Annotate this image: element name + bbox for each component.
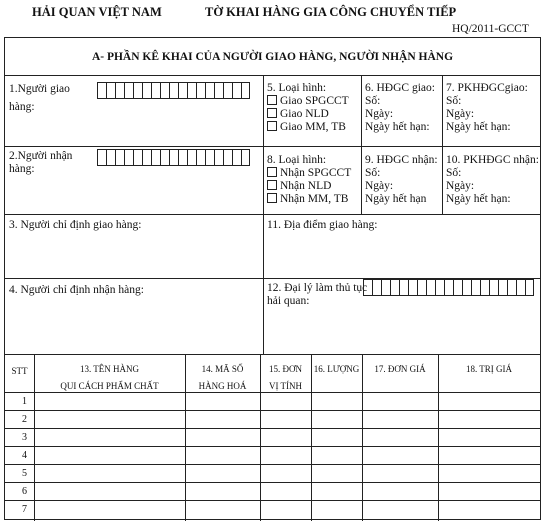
divider: [5, 146, 540, 147]
sender-label-2: hàng:: [9, 101, 35, 113]
col-13-header: 13. TÊN HÀNG: [79, 364, 140, 374]
type5-option-2[interactable]: Giao NLD: [267, 108, 329, 121]
f9-number: Số:: [365, 167, 381, 179]
f6-number: Số:: [365, 95, 381, 107]
f10-date: Ngày:: [446, 180, 475, 192]
delivery-place-label: 11. Địa điểm giao hàng:: [267, 219, 378, 231]
form-title: TỜ KHAI HÀNG GIA CÔNG CHUYỂN TIẾP: [205, 5, 457, 19]
col-14-header: 14. MÃ SỐ: [201, 364, 244, 374]
f7-label: 7. PKHĐGCgiao:: [446, 82, 528, 94]
designated-receiver-label: 4. Người chỉ định nhận hàng:: [9, 284, 144, 296]
row-number: 7: [22, 504, 27, 515]
checkbox[interactable]: [267, 193, 277, 203]
agency-name: HẢI QUAN VIỆT NAM: [32, 5, 162, 19]
f7-expiry: Ngày hết hạn:: [446, 121, 511, 133]
divider: [5, 214, 540, 215]
f6-label: 6. HĐGC giao:: [365, 82, 435, 94]
divider: [5, 354, 540, 355]
checkbox[interactable]: [267, 121, 277, 131]
col-stt-header: STT: [11, 366, 28, 376]
agent-tax-code-boxes[interactable]: [363, 279, 534, 296]
col-16-header: 16. LƯỢNG: [313, 364, 360, 374]
f9-expiry: Ngày hết hạn: [365, 193, 427, 205]
checkbox[interactable]: [267, 108, 277, 118]
divider: [263, 75, 264, 354]
checkbox[interactable]: [267, 95, 277, 105]
type5-option-1[interactable]: Giao SPGCCT: [267, 95, 349, 108]
checkbox[interactable]: [267, 180, 277, 190]
type5-label: 5. Loại hình:: [267, 82, 327, 94]
divider: [442, 75, 443, 214]
col-15-subheader: VỊ TÍNH: [268, 381, 303, 391]
col-14-subheader: HÀNG HOÁ: [198, 381, 247, 391]
designated-sender-label: 3. Người chỉ định giao hàng:: [9, 219, 142, 231]
f10-number: Số:: [446, 167, 462, 179]
f7-number: Số:: [446, 95, 462, 107]
col-18-header: 18. TRỊ GIÁ: [465, 364, 513, 374]
checkbox[interactable]: [267, 167, 277, 177]
f9-label: 9. HĐGC nhận:: [365, 154, 438, 166]
receiver-tax-code-boxes[interactable]: [97, 149, 250, 166]
agent-label-2: hải quan:: [267, 295, 310, 307]
type5-option-3[interactable]: Giao MM, TB: [267, 121, 346, 134]
row-number: 5: [22, 468, 27, 479]
f9-date: Ngày:: [365, 180, 394, 192]
f6-expiry: Ngày hết hạn:: [365, 121, 430, 133]
receiver-label-2: hàng:: [9, 163, 35, 175]
row-number: 3: [22, 432, 27, 443]
f6-date: Ngày:: [365, 108, 394, 120]
f10-label: 10. PKHĐGC nhận:: [446, 154, 539, 166]
col-17-header: 17. ĐƠN GIÁ: [374, 364, 426, 374]
section-a-title: A- PHẦN KÊ KHAI CỦA NGƯỜI GIAO HÀNG, NGƯỜI NHẬN HÀNG: [91, 51, 454, 63]
row-number: 4: [22, 450, 27, 461]
type8-option-3[interactable]: Nhận MM, TB: [267, 193, 348, 206]
agent-label: 12. Đại lý làm thủ tục: [267, 282, 368, 294]
sender-tax-code-boxes[interactable]: [97, 82, 250, 99]
row-number: 1: [22, 396, 27, 407]
form-code: HQ/2011-GCCT: [452, 23, 529, 35]
row-number: 6: [22, 486, 27, 497]
divider: [5, 75, 540, 76]
f7-date: Ngày:: [446, 108, 475, 120]
row-number: 2: [22, 414, 27, 425]
receiver-label: 2.Người nhận: [9, 150, 73, 162]
sender-label: 1.Người giao: [9, 83, 70, 95]
type8-label: 8. Loại hình:: [267, 154, 327, 166]
type8-option-2[interactable]: Nhận NLD: [267, 180, 331, 193]
type8-option-1[interactable]: Nhận SPGCCT: [267, 167, 351, 180]
f10-expiry: Ngày hết hạn:: [446, 193, 511, 205]
col-15-header: 15. ĐƠN: [269, 364, 302, 374]
declaration-form: [4, 37, 541, 520]
divider: [361, 75, 362, 214]
col-13-subheader: QUI CÁCH PHẨM CHẤT: [60, 381, 159, 391]
